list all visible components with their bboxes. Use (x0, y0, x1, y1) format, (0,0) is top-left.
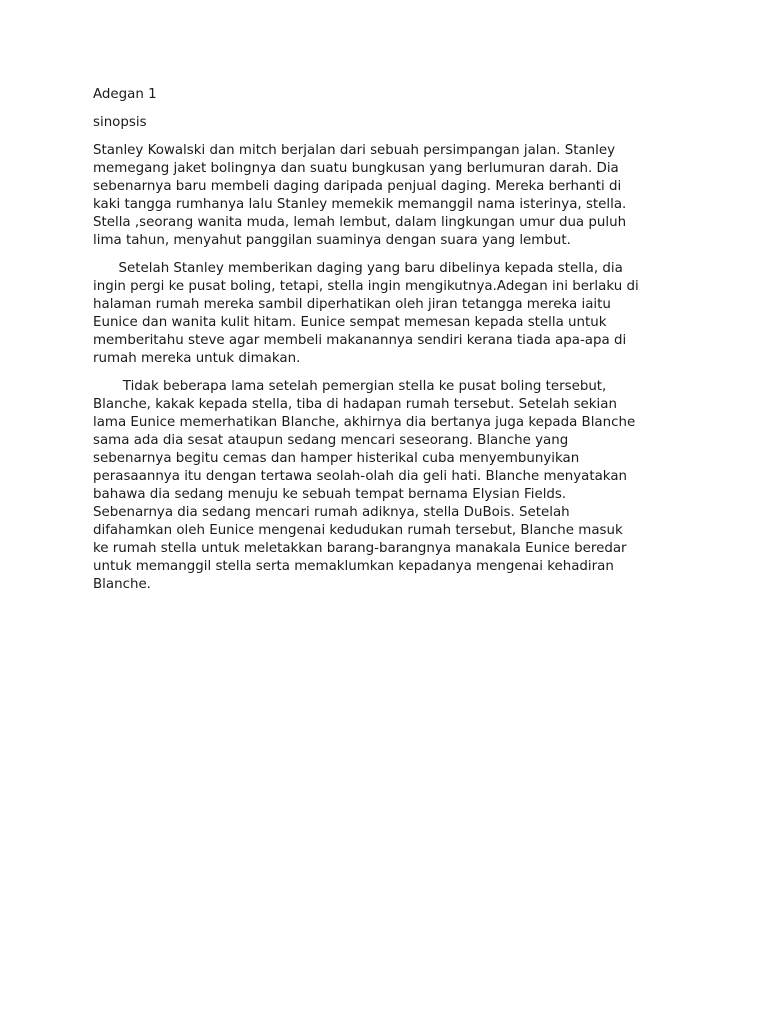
paragraph-line: rumah mereka untuk dimakan. (93, 351, 301, 366)
paragraph-line: kaki tangga rumhanya lalu Stanley memekik memanggil nama isterinya, stella. (93, 197, 627, 212)
paragraph-1 (93, 142, 683, 250)
document-subtitle: sinopsis (93, 115, 147, 130)
paragraph-line: Stella ,seorang wanita muda, lemah lembut, dalam lingkungan umur dua puluh (93, 215, 627, 230)
paragraph-line: perasaannya itu dengan tertawa seolah-olah dia geli hati. Blanche menyatakan (93, 469, 628, 484)
paragraph-line: memegang jaket bolingnya dan suatu bungkusan yang berlumuran darah. Dia (93, 161, 619, 176)
paragraph-line: sama ada dia sesat ataupun sedang mencari seseorang. Blanche yang (93, 433, 569, 448)
paragraph-line: Blanche, kakak kepada stella, tiba di hadapan rumah tersebut. Setelah sekian (93, 397, 617, 412)
paragraph-3 (93, 378, 683, 594)
paragraph-line: Tidak beberapa lama setelah pemergian stella ke pusat boling tersebut, (93, 379, 607, 394)
paragraph-2 (93, 260, 683, 368)
paragraph-line: bahawa dia sedang menuju ke sebuah tempat bernama Elysian Fields. (93, 487, 567, 502)
document-title: Adegan 1 (93, 87, 157, 102)
paragraph-line: Stanley Kowalski dan mitch berjalan dari sebuah persimpangan jalan. Stanley (93, 143, 616, 158)
paragraph-line: halaman rumah mereka sambil diperhatikan oleh jiran tetangga mereka iaitu (93, 297, 611, 312)
paragraph-line: difahamkan oleh Eunice mengenai kedudukan rumah tersebut, Blanche masuk (93, 523, 623, 538)
paragraph-line: ke rumah stella untuk meletakkan barang-barangnya manakala Eunice beredar (93, 541, 627, 556)
paragraph-line: Eunice dan wanita kulit hitam. Eunice sempat memesan kepada stella untuk (93, 315, 607, 330)
paragraph-line: lama Eunice memerhatikan Blanche, akhirnya dia bertanya juga kepada Blanche (93, 415, 636, 430)
paragraph-line: Blanche. (93, 577, 151, 592)
paragraph-line: Setelah Stanley memberikan daging yang baru dibelinya kepada stella, dia (93, 261, 623, 276)
paragraph-line: sebenarnya begitu cemas dan hamper histerikal cuba menyembunyikan (93, 451, 580, 466)
paragraph-line: sebenarnya baru membeli daging daripada penjual daging. Mereka berhanti di (93, 179, 622, 194)
paragraph-line: ingin pergi ke pusat boling, tetapi, stella ingin mengikutnya.Adegan ini berlaku di (93, 279, 639, 294)
paragraph-line: memberitahu steve agar membeli makanannya sendiri kerana tiada apa-apa di (93, 333, 627, 348)
document-page (93, 86, 683, 604)
paragraph-line: Sebenarnya dia sedang mencari rumah adiknya, stella DuBois. Setelah (93, 505, 570, 520)
paragraph-line: lima tahun, menyahut panggilan suaminya dengan suara yang lembut. (93, 233, 571, 248)
paragraph-line: untuk memanggil stella serta memaklumkan kepadanya mengenai kehadiran (93, 559, 614, 574)
